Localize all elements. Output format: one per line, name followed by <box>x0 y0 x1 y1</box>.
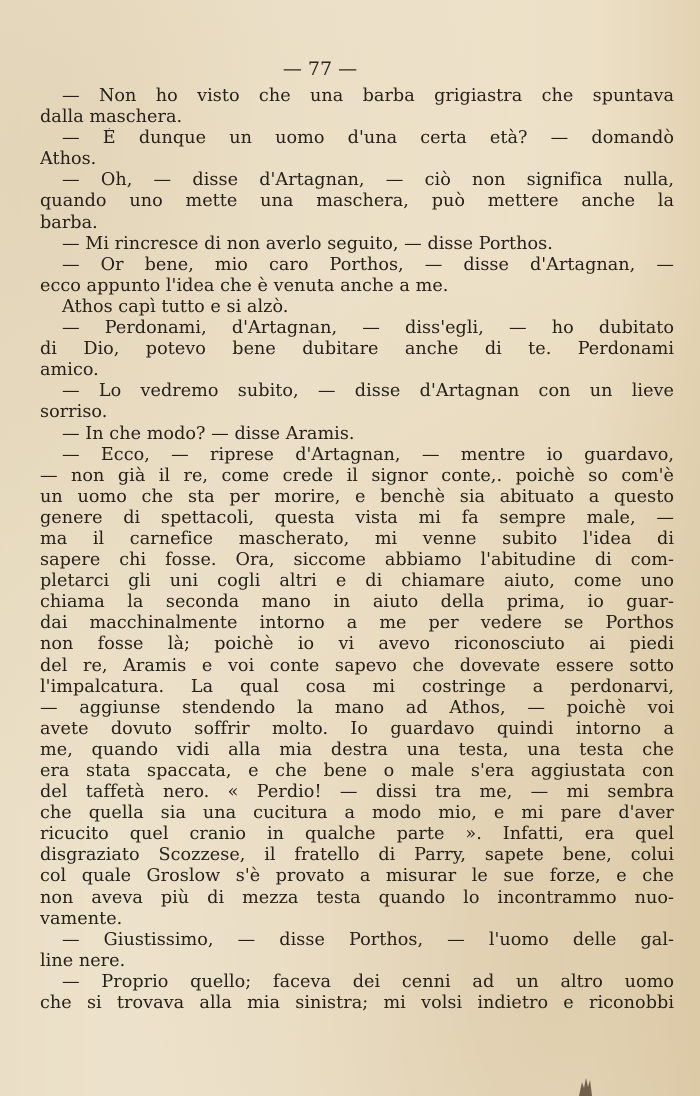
text-line: ricucito quel cranio in qualche parte ». Infatti, era quel <box>40 824 674 845</box>
text-line: sorriso. <box>40 402 108 423</box>
text-line: che si trovava alla mia sinistra; mi volsi indietro e riconobbi <box>40 993 674 1014</box>
text-line: un uomo che sta per morire, e benchè sia abituato a questo <box>40 486 674 507</box>
text-line: — Ecco, — riprese d'Artagnan, — mentre io guardavo, <box>62 444 674 465</box>
text-line: di Dio, potevo bene dubitare anche di te. Perdonami <box>40 339 674 360</box>
text-line: del taffetà nero. « Perdio! — dissi tra me, — mi sembra <box>40 782 674 803</box>
text-line: — non già il re, come crede il signor conte,. poichè so com'è <box>40 465 674 486</box>
text-line: Athos. <box>40 149 97 170</box>
text-line: era stata spaccata, e che bene o male s'era aggiustata con <box>40 761 674 781</box>
text-line: dalla maschera. <box>40 107 183 128</box>
text-line: col quale Groslow s'è provato a misurar le sue forze, e che <box>40 866 674 887</box>
text-line: sapere chi fosse. Ora, siccome abbiamo l'abitudine di com- <box>40 550 674 571</box>
text-line: — Giustissimo, — disse Porthos, — l'uomo delle gal- <box>62 929 674 950</box>
text-line: ma il carnefice mascherato, mi venne subito l'idea di <box>40 528 674 549</box>
text-line: non fosse là; poichè io vi avevo riconosciuto ai piedi <box>40 634 674 655</box>
text-line: — È dunque un uomo d'una certa età? — domandò <box>62 128 674 149</box>
text-line: line nere. <box>40 950 126 971</box>
text-line: l'impalcatura. La qual cosa mi costringe a perdonarvi, <box>40 676 674 697</box>
text-line: non aveva più di mezza testa quando lo incontrammo nuo- <box>40 887 674 908</box>
text-line: — Or bene, mio caro Porthos, — disse d'Artagnan, — <box>62 254 674 275</box>
text-line: — Non ho visto che una barba grigiastra che spuntava <box>62 86 674 106</box>
text-line: amico. <box>40 360 99 381</box>
text-line: disgraziato Scozzese, il fratello di Parry, sapete bene, colui <box>40 845 674 866</box>
text-line: chiama la seconda mano in aiuto della prima, io guar- <box>40 592 674 613</box>
text-line: me, quando vidi alla mia destra una testa, una testa che <box>40 739 674 760</box>
text-line: barba. <box>40 212 98 233</box>
text-line: genere di spettacoli, questa vista mi fa sempre male, — <box>40 507 674 528</box>
text-line: — Oh, — disse d'Artagnan, — ciò non significa nulla, <box>62 170 674 191</box>
text-line: — Proprio quello; faceva dei cenni ad un altro uomo <box>62 971 674 992</box>
text-line: — Mi rincresce di non averlo seguito, — disse Porthos. <box>62 233 553 254</box>
page-number: — 77 — <box>282 58 358 80</box>
text-line: del re, Aramis e voi conte sapevo che dovevate essere sotto <box>40 655 674 676</box>
text-line: Athos capì tutto e si alzò. <box>62 296 289 317</box>
ink-smudge-mark <box>573 1070 599 1096</box>
text-line: vamente. <box>40 908 123 929</box>
text-line: — In che modo? — disse Aramis. <box>62 423 355 444</box>
text-line: — Perdonami, d'Artagnan, — diss'egli, — ho dubitato <box>62 318 674 339</box>
text-line: — Lo vedremo subito, — disse d'Artagnan con un lieve <box>62 381 674 402</box>
text-line: avete dovuto soffrir molto. Io guardavo quindi intorno a <box>40 718 674 739</box>
body-text <box>40 86 674 1014</box>
text-line: pletarci gli uni cogli altri e di chiamare aiuto, come uno <box>40 571 674 592</box>
text-line: che quella sia una cucitura a modo mio, e mi pare d'aver <box>40 803 674 824</box>
text-line: quando uno mette una maschera, può mettere anche la <box>40 191 674 212</box>
text-line: dai macchinalmente intorno a me per vedere se Porthos <box>40 613 674 634</box>
text-line: — aggiunse stendendo la mano ad Athos, — poichè voi <box>40 697 674 718</box>
text-line: ecco appunto l'idea che è venuta anche a me. <box>40 275 449 296</box>
